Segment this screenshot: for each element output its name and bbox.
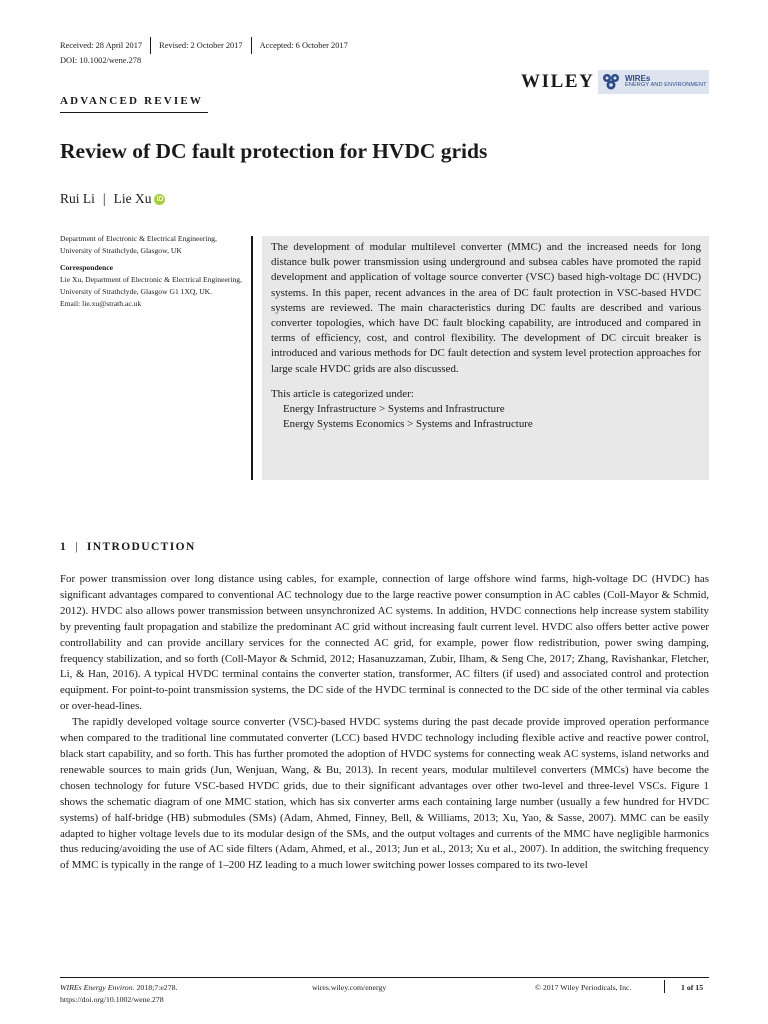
received-date: Received: 28 April 2017 (60, 40, 143, 50)
article-title: Review of DC fault protection for HVDC grids (60, 139, 488, 163)
author-name: Rui Li (60, 191, 95, 206)
journal-subtitle: ENERGY AND ENVIRONMENT (625, 82, 707, 88)
section-body (60, 572, 709, 874)
article-type-underline (60, 112, 208, 113)
article-type: ADVANCED REVIEW (60, 95, 204, 107)
correspondence-address: Lie Xu, Department of Electronic & Electrical Engineering, University of Strathclyde, Glasgow G1 1XQ, UK. (60, 274, 242, 297)
orcid-icon[interactable]: iD (156, 195, 164, 203)
publisher-logo: WILEY (521, 71, 595, 92)
author-divider: | (102, 191, 106, 206)
correspondence-heading: Correspondence (60, 262, 114, 272)
section-number: 1 (60, 541, 68, 553)
category-item[interactable]: Energy Systems Economics > Systems and Infrastructure (283, 418, 533, 431)
abstract-divider (251, 236, 253, 480)
body-paragraph: The rapidly developed voltage source converter (VSC)-based HVDC systems during the past decade provide improved operation performance when compared to the traditional line commutated converter (LCC) based HVDC technology including flexible active and reactive power control, black start capability, and so forth. This has further promoted the adoption of HVDC systems for connecting weak AC systems, island networks and renewable sources to main grids (Jun, Wenjuan, Wang, & Bu, 2013). In recent years, modular multilevel converters (MMCs) have become the chosen technology for future VSC-based HVDC grids, due to their significant advantages over other two-level and three-level VSCs. Figure 1 shows the schematic diagram of one MMC station, which has six converter arms each containing large number (usually a few hundred for HVDC systems) of half-bridge (HB) submodules (SMs) (Adam, Ahmed, Finney, Bell, & Williams, 2013; Xu, Yao, & Sasse, 2007). MMC can be easily adapted to higher voltage levels due to its modular design of the SMs, and the output voltages and currents of the MMC have negligible harmonics thus reducing/avoiding the use of AC side filters (Adam, Ahmed, et al., 2013; Jun et al., 2013; Xu et al., 2007). In addition, the switching frequency of MMC is typically in the range of 1–200 HZ leading to a much lower switching power losses compared to its two-level (60, 716, 709, 872)
category-item[interactable]: Energy Infrastructure > Systems and Infrastructure (283, 403, 505, 416)
section-divider: | (75, 541, 79, 553)
affiliation-block (60, 233, 246, 311)
journal-abbrev: WIREs Energy Environ. (60, 983, 135, 992)
categories-intro: This article is categorized under: (271, 387, 414, 400)
footer-doi-link[interactable]: https://doi.org/10.1002/wene.278 (60, 995, 164, 1004)
accepted-date: Accepted: 6 October 2017 (259, 40, 348, 50)
article-dates (60, 37, 356, 54)
footer-rule (60, 977, 709, 978)
revised-date: Revised: 2 October 2017 (159, 40, 243, 50)
journal-badge (598, 70, 709, 94)
doi: DOI: 10.1002/wene.278 (60, 56, 142, 65)
journal-brand: WIREs (625, 74, 651, 83)
abstract-text: The development of modular multilevel converter (MMC) and the increased needs for long distance bulk power transmission using underground and subsea cables have promoted the rapid development and application of voltage source converter (VSC) based high-voltage DC (HVDC) systems. In this paper, recent advances in the area of DC fault protection in VSC-based HVDC systems are reviewed. The main characteristics during DC faults are described and various converter topologies, which have DC fault blocking capability, are introduced and compared in terms of efficiency, cost, and control flexibility. The development of DC circuit breaker is introduced and various methods for DC fault detection and system level protection approaches for large scale HVDC grids are also discussed. (271, 241, 701, 375)
section-title: INTRODUCTION (86, 541, 196, 553)
correspondence-email[interactable]: Email: lie.xu@strath.ac.uk (60, 299, 142, 309)
affiliation: Department of Electronic & Electrical Engineering, University of Strathclyde, Glasgow, UK (60, 234, 217, 256)
footer-site-link[interactable]: wires.wiley.com/energy (312, 983, 387, 992)
body-paragraph: For power transmission over long distance using cables, for example, connection of large offshore wind farms, high-voltage DC (HVDC) has significant advantages compared to conventional AC technology due to the large reactive power consumption in AC cables (Coll-Mayor & Schmid, 2012). HVDC also allows power transmission between unsynchronized AC systems. In addition, HVDC connections help increase system stability by preventing fault propagation and stabilize the predominant AC grid without increasing fault current level. HVDC also offers better active power controllability and can provide ancillary services for the connected AC grid, for example, power flow redistribution, power swing damping, frequency stabilization, and so forth (Coll-Mayor & Schmid, 2012; Hasanuzzaman, Zubir, Ilham, & Seng Che, 2017; Zhang, Ravishankar, Fletcher, Li, & Han, 2016). A typical HVDC terminal contains the converter station, transformer, AC filters (if used) and associated control and protection equipment. For point-to-point transmission systems, the DC side of the HVDC terminal is connected to the DC side of the other terminal via cables or over-head-lines. (60, 573, 709, 713)
footer-copyright: © 2017 Wiley Periodicals, Inc. (535, 983, 632, 992)
page-number: 1 of 15 (681, 983, 704, 992)
footer-divider (664, 980, 665, 993)
section-heading (60, 541, 196, 553)
abstract (262, 236, 709, 480)
citation-volume: 2018;7:e278. (134, 983, 178, 992)
author-list (60, 191, 165, 207)
author-name: Lie Xu (113, 191, 152, 206)
wires-logo-icon (601, 73, 621, 91)
footer-citation (60, 983, 177, 992)
